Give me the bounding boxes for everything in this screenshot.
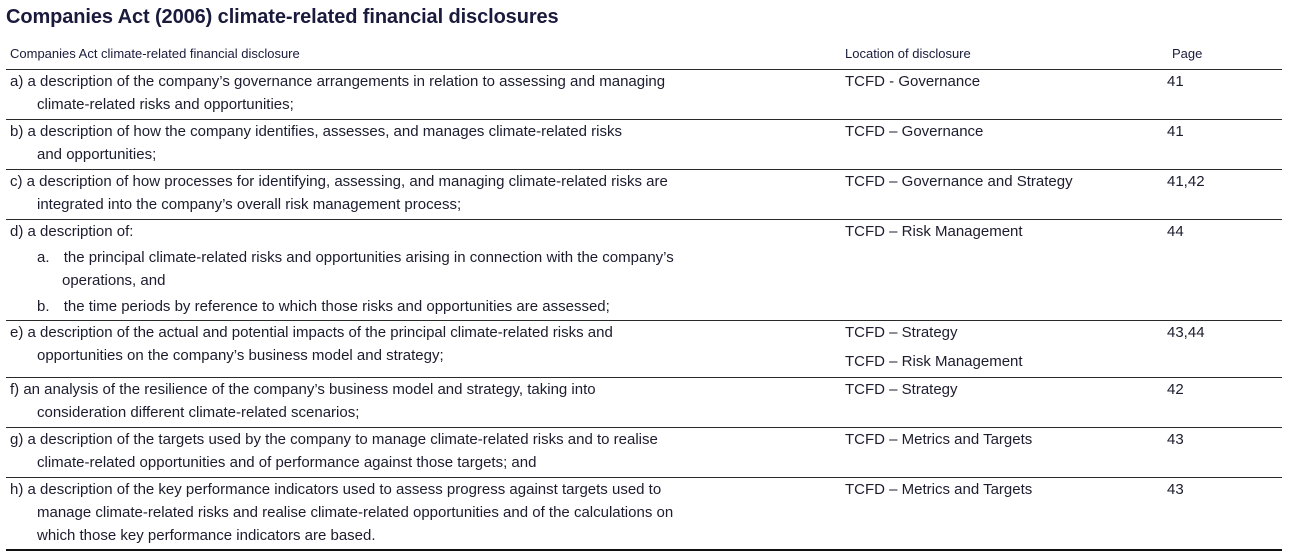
sub-item-text: the principal climate-related risks and opportunities arising in connection with the company’s — [63, 249, 674, 266]
location-cell — [845, 220, 1145, 249]
location-text: TCFD – Strategy — [845, 324, 958, 341]
location-text: TCFD – Metrics and Targets — [845, 431, 1033, 448]
page-cell: 41 — [1167, 73, 1184, 90]
disclosure-text: f) an analysis of the resilience of the company’s business model and strategy, taking into — [10, 381, 596, 398]
disclosure-cell — [10, 220, 830, 318]
page-cell: 44 — [1167, 223, 1184, 240]
sub-item — [10, 246, 830, 269]
sub-item — [10, 295, 830, 318]
column-header-location: Location of disclosure — [845, 46, 971, 61]
sub-item-marker: b. — [37, 298, 50, 315]
location-cell — [845, 428, 1145, 457]
disclosure-text: g) a description of the targets used by the company to manage climate-related risks and to realise — [10, 431, 658, 448]
disclosure-text: climate-related risks and opportunities; — [37, 96, 294, 113]
disclosure-cell — [10, 120, 830, 166]
location-cell — [845, 378, 1145, 407]
table-bottom-border — [6, 549, 1282, 551]
location-cell — [845, 170, 1145, 199]
page-title: Companies Act (2006) climate-related financial disclosures — [6, 6, 559, 28]
location-text: TCFD – Governance — [845, 123, 984, 140]
sub-item-marker: a. — [37, 249, 50, 266]
disclosure-text: and opportunities; — [37, 146, 157, 163]
column-header-disclosure: Companies Act climate-related financial disclosure — [10, 46, 300, 61]
disclosure-cell — [10, 321, 830, 367]
disclosure-cell — [10, 170, 830, 216]
column-header-page: Page — [1172, 46, 1203, 61]
disclosure-cell — [10, 478, 830, 547]
location-text: TCFD – Governance and Strategy — [845, 173, 1073, 190]
location-cell — [845, 70, 1145, 99]
disclosure-text: e) a description of the actual and potential impacts of the principal climate-related risks and — [10, 324, 613, 341]
location-text: TCFD – Risk Management — [845, 353, 1023, 370]
disclosure-text: h) a description of the key performance indicators used to assess progress against targets used to — [10, 481, 662, 498]
page-cell: 43,44 — [1167, 324, 1205, 341]
disclosure-text: manage climate-related risks and realise climate-related opportunities and of the calculations on — [37, 504, 674, 521]
disclosure-text: c) a description of how processes for identifying, assessing, and managing climate-related risks are — [10, 173, 668, 190]
disclosure-text: which those key performance indicators are based. — [37, 527, 376, 544]
location-text: TCFD – Risk Management — [845, 223, 1023, 240]
location-cell — [845, 321, 1145, 379]
disclosure-text: opportunities on the company’s business model and strategy; — [37, 347, 444, 364]
disclosure-text: consideration different climate-related scenarios; — [37, 404, 360, 421]
disclosure-text: b) a description of how the company identifies, assesses, and manages climate-related risks — [10, 123, 622, 140]
location-text: TCFD – Strategy — [845, 381, 958, 398]
page-cell: 41,42 — [1167, 173, 1205, 190]
disclosure-text: climate-related opportunities and of performance against those targets; and — [37, 454, 537, 471]
page-cell: 43 — [1167, 481, 1184, 498]
sub-item-text: the time periods by reference to which those risks and opportunities are assessed; — [63, 298, 610, 315]
disclosure-cell — [10, 428, 830, 474]
disclosure-text: a) a description of the company’s governance arrangements in relation to assessing and managing — [10, 73, 666, 90]
disclosure-cell — [10, 378, 830, 424]
location-cell — [845, 478, 1145, 507]
page-cell: 41 — [1167, 123, 1184, 140]
disclosure-text: integrated into the company’s overall risk management process; — [37, 196, 462, 213]
page-cell: 43 — [1167, 431, 1184, 448]
disclosure-cell — [10, 70, 830, 116]
page-cell: 42 — [1167, 381, 1184, 398]
sub-item-text: operations, and — [62, 272, 166, 289]
disclosure-text: d) a description of: — [10, 223, 134, 240]
location-text: TCFD – Metrics and Targets — [845, 481, 1033, 498]
location-cell — [845, 120, 1145, 149]
location-text: TCFD - Governance — [845, 73, 981, 90]
